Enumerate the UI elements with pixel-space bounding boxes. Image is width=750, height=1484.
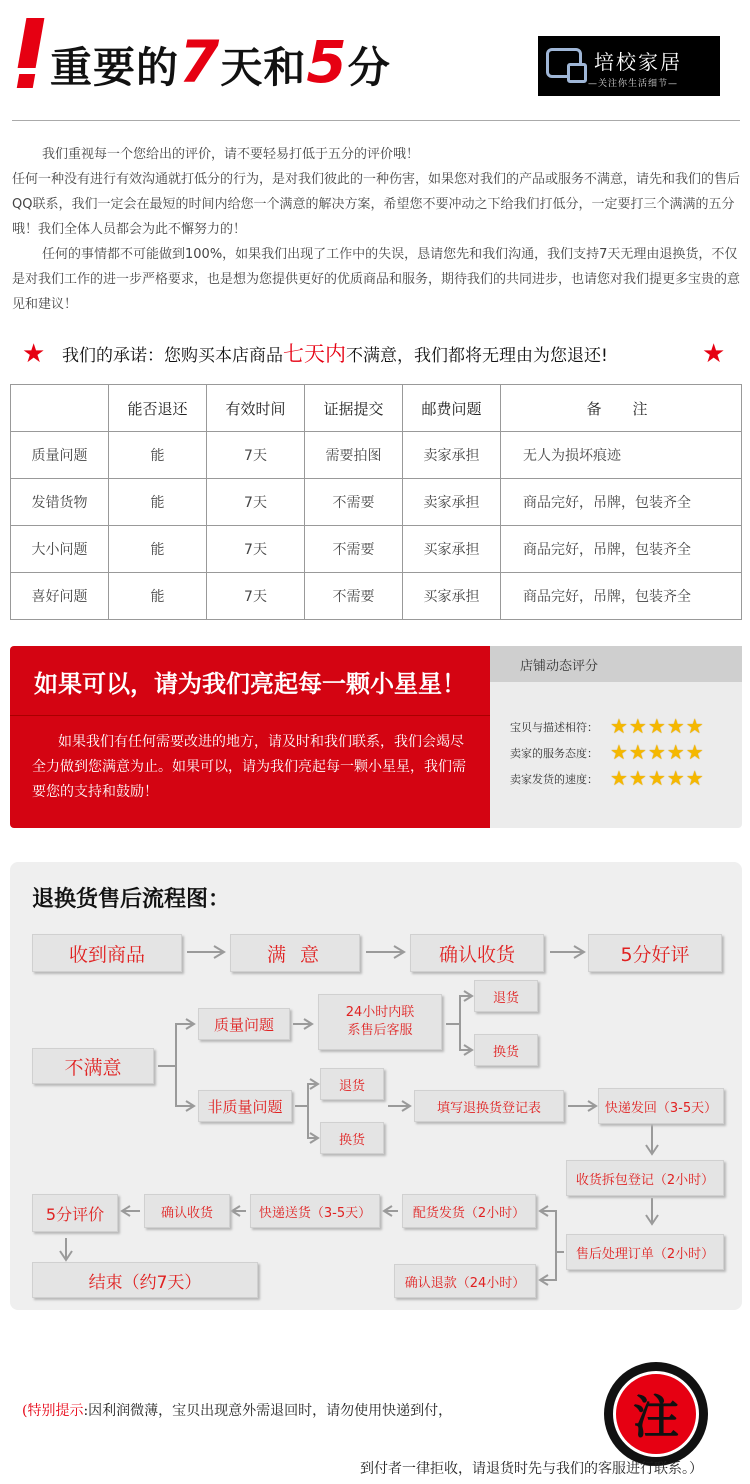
promise-text: 我们的承诺：您购买本店商品七天内不满意，我们都将无理由为您退还!	[62, 342, 608, 366]
table-cell: 能	[109, 573, 207, 620]
table-cell: 商品完好，吊牌，包装齐全	[501, 573, 742, 620]
table-header	[11, 385, 109, 432]
star-icon: ★	[22, 339, 46, 369]
table-cell: 买家承担	[403, 526, 501, 573]
flow-step-non-quality: 非质量问题	[198, 1090, 292, 1122]
after-sales-flowchart	[10, 862, 742, 1310]
exclamation-icon	[22, 18, 44, 84]
shop-rating-panel	[490, 646, 742, 828]
banner-message-panel	[10, 646, 490, 828]
rating-stars-icon: ★★★★★	[610, 740, 705, 764]
return-policy-table	[10, 384, 742, 620]
special-notice: (特别提示:因利润微薄，宝贝出现意外需退回时，请勿使用快递到付，	[22, 1403, 453, 1419]
flowchart-title: 退换货售后流程图：	[32, 886, 231, 912]
notice-label: (特别提示	[22, 1403, 84, 1419]
rating-stars-icon: ★★★★★	[610, 766, 705, 790]
table-cell: 买家承担	[403, 573, 501, 620]
flow-step-confirm-refund: 确认退款（24小时）	[394, 1264, 536, 1298]
table-cell: 需要拍图	[305, 432, 403, 479]
promise-line	[22, 336, 732, 372]
table-cell: 不需要	[305, 526, 403, 573]
rating-row	[510, 716, 730, 738]
table-row	[11, 573, 742, 620]
table-header: 有效时间	[207, 385, 305, 432]
flow-step-receive-register: 收货拆包登记（2小时）	[566, 1160, 724, 1196]
rating-banner	[10, 646, 742, 828]
intro-paragraph: 任何一种没有进行有效沟通就打低分的行为，是对我们彼此的一种伤害，如果您对我们的产品或服务不满意，请先和我们的售后QQ联系，我们一定会在最短的时间内给您一个满意的解决方案，希望您不要冲动之下给我们打低分，一定要打三个满满的五分哦！我们全体人员都会为此不懈努力的！	[12, 172, 741, 237]
special-notice-line2: 到付者一律拒收，请退货时先与我们的客服进行联系。）	[360, 1461, 703, 1477]
rating-label: 卖家的服务态度：	[510, 747, 598, 760]
table-cell: 卖家承担	[403, 432, 501, 479]
flow-step-return: 退货	[474, 980, 538, 1012]
flow-step-express-send: 快递送货（3-5天）	[250, 1194, 380, 1228]
flow-step-received: 收到商品	[32, 934, 182, 972]
flow-step-five-star: 5分好评	[588, 934, 722, 972]
table-cell: 商品完好，吊牌，包装齐全	[501, 479, 742, 526]
logo-mark-icon	[546, 48, 582, 78]
table-cell: 7天	[207, 479, 305, 526]
flow-step-express-back: 快递发回（3-5天）	[598, 1088, 724, 1124]
flow-step-dispatch: 配货发货（2小时）	[402, 1194, 536, 1228]
table-cell: 大小问题	[11, 526, 109, 573]
table-cell: 7天	[207, 573, 305, 620]
flow-step-confirm-receipt-2: 确认收货	[144, 1194, 230, 1228]
rating-label: 卖家发货的速度：	[510, 773, 598, 786]
flow-step-rating: 5分评价	[32, 1194, 118, 1232]
flow-step-end: 结束（约7天）	[32, 1262, 258, 1298]
flow-step-process-order: 售后处理订单（2小时）	[566, 1234, 724, 1270]
table-cell: 能	[109, 479, 207, 526]
table-cell: 不需要	[305, 573, 403, 620]
flow-step-quality-issue: 质量问题	[198, 1008, 290, 1040]
table-cell: 喜好问题	[11, 573, 109, 620]
flow-step-unsatisfied: 不满意	[32, 1048, 154, 1084]
table-cell: 7天	[207, 432, 305, 479]
rating-row	[510, 768, 730, 790]
table-row	[11, 479, 742, 526]
flow-step-confirm-receipt: 确认收货	[410, 934, 544, 972]
flow-step-satisfied: 满 意	[230, 934, 360, 972]
table-header-row	[11, 385, 742, 432]
intro-paragraph: 我们重视每一个您给出的评价，请不要轻易打低于五分的评价哦！	[42, 147, 420, 162]
table-cell: 无人为损坏痕迹	[501, 432, 742, 479]
flow-step-return: 退货	[320, 1068, 384, 1100]
table-cell: 商品完好，吊牌，包装齐全	[501, 526, 742, 573]
page-header	[0, 0, 750, 120]
rating-row	[510, 742, 730, 764]
banner-title: 如果可以，请为我们亮起每一颗小星星！	[34, 669, 466, 698]
banner-body: 如果我们有任何需要改进的地方，请及时和我们联系，我们会竭尽全力做到您满意为止。如果可以，请为我们亮起每一颗小星星，我们需要您的支持和鼓励！	[32, 734, 466, 800]
rating-label: 宝贝与描述相符：	[510, 721, 598, 734]
divider	[12, 120, 740, 121]
table-cell: 卖家承担	[403, 479, 501, 526]
table-row	[11, 432, 742, 479]
table-row	[11, 526, 742, 573]
table-cell: 质量问题	[11, 432, 109, 479]
table-cell: 能	[109, 526, 207, 573]
intro-paragraph: 任何的事情都不可能做到100%，如果我们出现了工作中的失误，恳请您先和我们沟通，我们支持7天无理由退换货，不仅是对我们工作的进一步严格要求，也是想为您提供更好的优质商品和服务，期待我们的共同进步，也请您对我们提更多宝贵的意见和建议！	[12, 247, 741, 312]
star-icon: ★	[702, 339, 726, 369]
table-cell: 不需要	[305, 479, 403, 526]
table-header: 备 注	[501, 385, 742, 432]
table-cell: 发错货物	[11, 479, 109, 526]
flow-step-fill-form: 填写退换货登记表	[414, 1090, 564, 1122]
logo-tagline: —关注你生活细节—	[588, 79, 679, 89]
table-cell: 能	[109, 432, 207, 479]
rating-title: 店铺动态评分	[520, 659, 599, 674]
table-header: 证据提交	[305, 385, 403, 432]
table-header: 能否退还	[109, 385, 207, 432]
flow-step-exchange: 换货	[320, 1122, 384, 1154]
logo-name: 培校家居	[594, 50, 682, 74]
flow-step-contact-service: 24小时内联 系售后客服	[318, 994, 442, 1050]
header-title: 重要的7天和5分	[50, 28, 391, 96]
table-cell: 7天	[207, 526, 305, 573]
intro-text	[12, 142, 740, 317]
notice-stamp-icon: 注	[604, 1362, 708, 1466]
rating-stars-icon: ★★★★★	[610, 714, 705, 738]
table-header: 邮费问题	[403, 385, 501, 432]
brand-logo	[538, 36, 720, 96]
flow-step-exchange: 换货	[474, 1034, 538, 1066]
